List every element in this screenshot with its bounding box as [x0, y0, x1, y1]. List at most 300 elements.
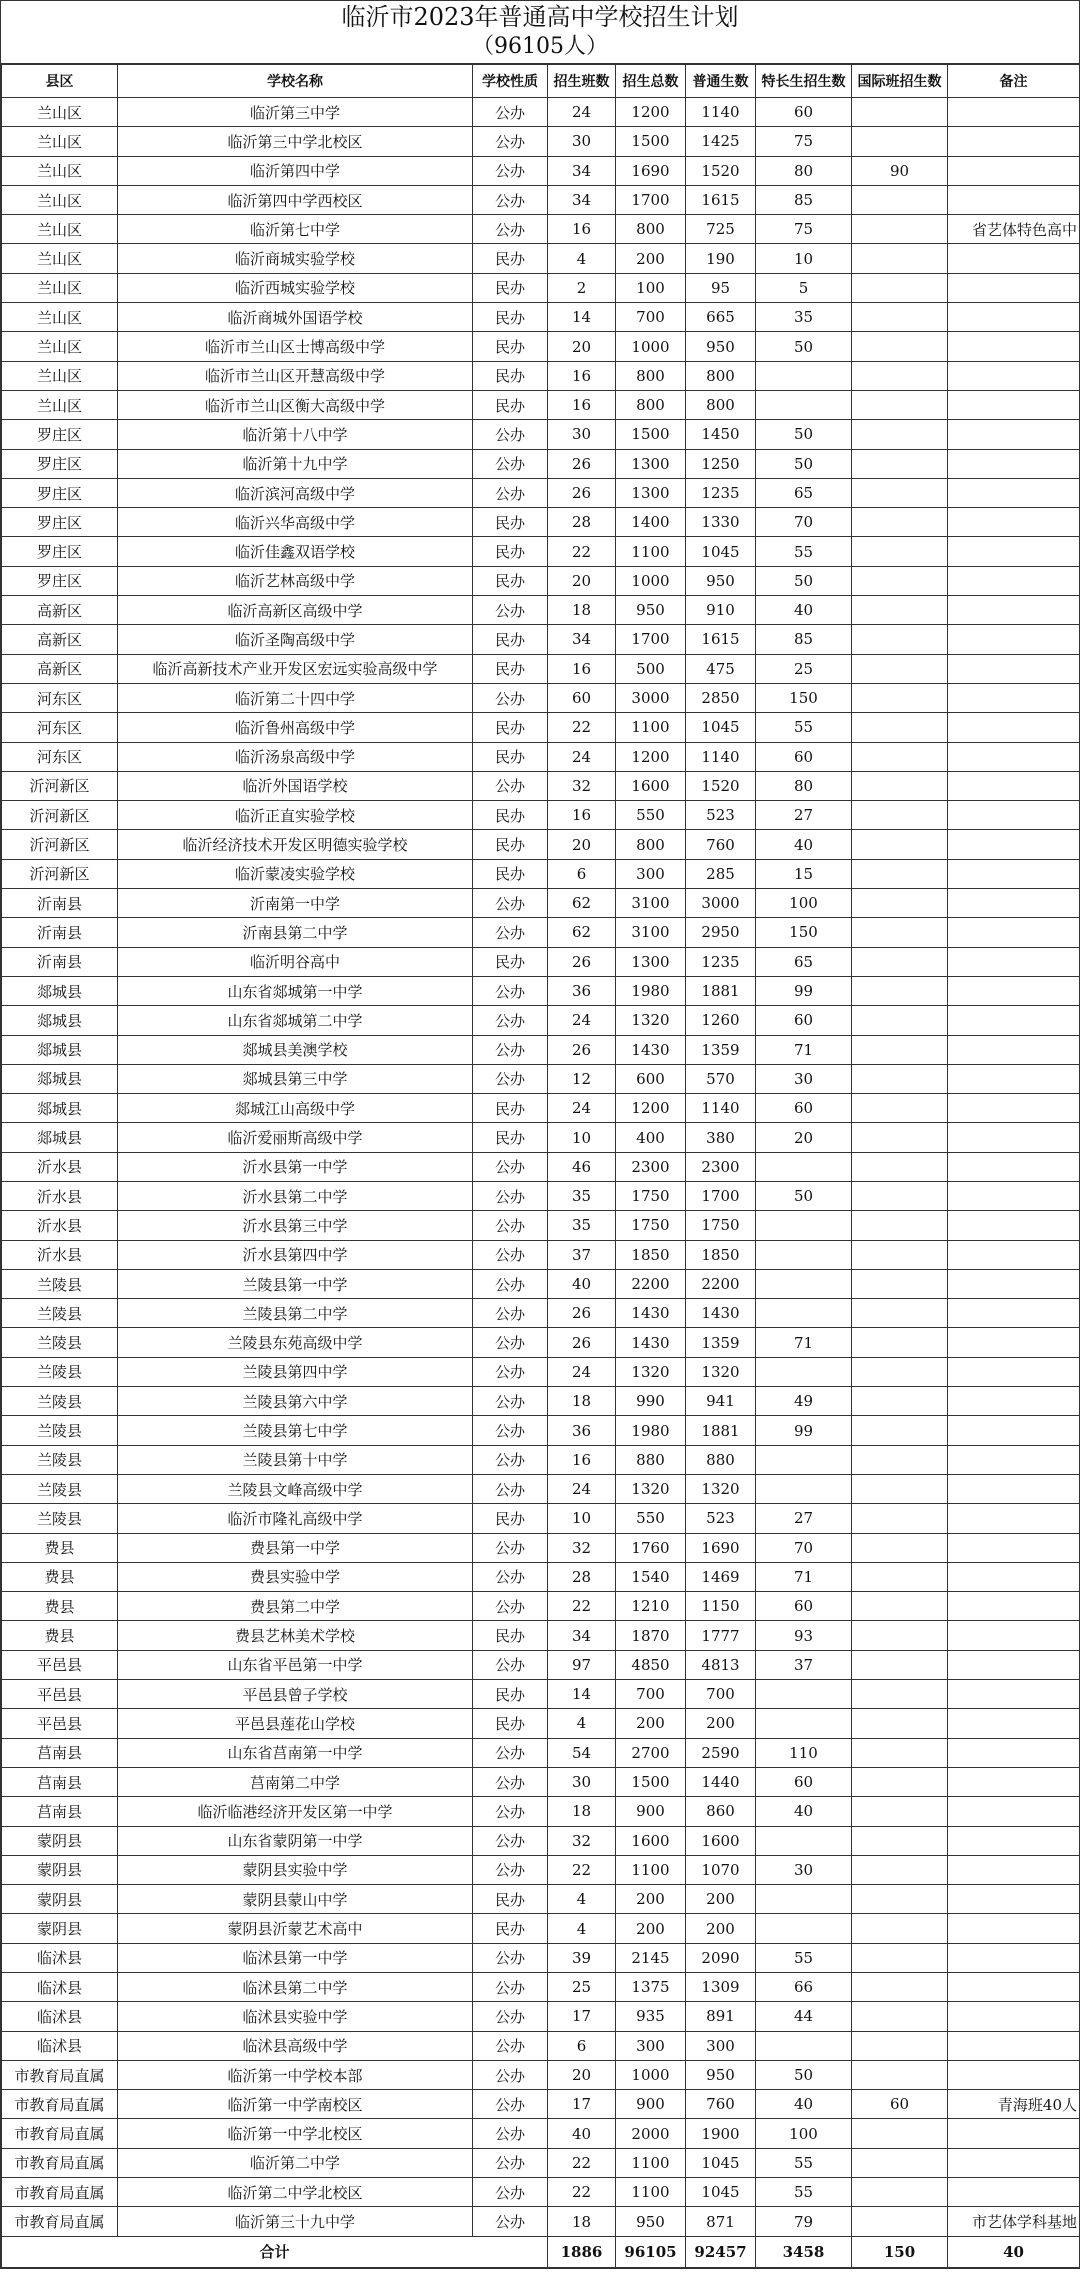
cell-classes: 22 [548, 713, 616, 742]
cell-school: 临沂汤泉高级中学 [118, 742, 473, 771]
cell-remarks [948, 1387, 1080, 1416]
cell-regular: 871 [686, 2207, 756, 2236]
cell-school: 临沂市隆礼高级中学 [118, 1504, 473, 1533]
cell-classes: 35 [548, 1181, 616, 1210]
cell-regular: 2300 [686, 1152, 756, 1181]
cell-classes: 18 [548, 1387, 616, 1416]
cell-remarks [948, 156, 1080, 185]
table-row [2, 1211, 1080, 1240]
cell-district: 兰陵县 [2, 1328, 118, 1357]
table-row [2, 420, 1080, 449]
cell-regular: 570 [686, 1064, 756, 1093]
cell-remarks [948, 420, 1080, 449]
header-type: 学校性质 [473, 65, 548, 98]
cell-international [852, 1474, 948, 1503]
cell-type: 公办 [473, 1474, 548, 1503]
cell-total: 200 [616, 1885, 686, 1914]
cell-total: 1850 [616, 1240, 686, 1269]
cell-type: 民办 [473, 1621, 548, 1650]
cell-classes: 40 [548, 2119, 616, 2148]
cell-district: 平邑县 [2, 1709, 118, 1738]
page-title: 临沂市2023年普通高中学校招生计划 [341, 3, 739, 31]
cell-type: 民办 [473, 303, 548, 332]
table-row [2, 1474, 1080, 1503]
cell-type: 公办 [473, 1738, 548, 1767]
cell-remarks [948, 2002, 1080, 2031]
cell-district: 兰陵县 [2, 1474, 118, 1503]
cell-school: 临沂临港经济开发区第一中学 [118, 1797, 473, 1826]
table-row [2, 2060, 1080, 2089]
cell-specialty: 27 [756, 1504, 852, 1533]
cell-regular: 2200 [686, 1269, 756, 1298]
cell-total: 1600 [616, 771, 686, 800]
cell-district: 郯城县 [2, 1006, 118, 1035]
cell-type: 民办 [473, 859, 548, 888]
cell-total: 700 [616, 1680, 686, 1709]
cell-school: 临沂第一中学校本部 [118, 2060, 473, 2089]
cell-district: 临沭县 [2, 2002, 118, 2031]
cell-regular: 523 [686, 1504, 756, 1533]
cell-specialty: 44 [756, 2002, 852, 2031]
cell-regular: 2590 [686, 1738, 756, 1767]
cell-regular: 2090 [686, 1943, 756, 1972]
cell-regular: 2850 [686, 683, 756, 712]
cell-remarks [948, 713, 1080, 742]
cell-type: 公办 [473, 478, 548, 507]
cell-specialty: 40 [756, 1797, 852, 1826]
cell-school: 兰陵县第七中学 [118, 1416, 473, 1445]
cell-total: 300 [616, 2031, 686, 2060]
cell-school: 兰陵县第十中学 [118, 1445, 473, 1474]
cell-remarks [948, 1592, 1080, 1621]
cell-type: 公办 [473, 1240, 548, 1269]
cell-international [852, 1885, 948, 1914]
cell-type: 公办 [473, 2178, 548, 2207]
cell-regular: 200 [686, 1709, 756, 1738]
cell-school: 临沂第三中学北校区 [118, 127, 473, 156]
cell-district: 市教育局直属 [2, 2207, 118, 2236]
cell-specialty: 85 [756, 185, 852, 214]
cell-type: 公办 [473, 1006, 548, 1035]
cell-remarks [948, 98, 1080, 127]
cell-school: 临沭县第一中学 [118, 1943, 473, 1972]
cell-school: 临沂第一中学南校区 [118, 2090, 473, 2119]
cell-classes: 24 [548, 1006, 616, 1035]
cell-district: 蒙阴县 [2, 1855, 118, 1884]
page-subtitle: （96105人） [472, 34, 608, 59]
cell-regular: 800 [686, 361, 756, 390]
cell-specialty: 55 [756, 2148, 852, 2177]
table-row [2, 713, 1080, 742]
cell-school: 沂水县第二中学 [118, 1181, 473, 1210]
cell-specialty: 79 [756, 2207, 852, 2236]
cell-type: 公办 [473, 449, 548, 478]
cell-specialty [756, 1826, 852, 1855]
cell-type: 民办 [473, 537, 548, 566]
cell-school: 临沂经济技术开发区明德实验学校 [118, 830, 473, 859]
cell-international [852, 1592, 948, 1621]
cell-specialty: 50 [756, 1181, 852, 1210]
cell-remarks [948, 1855, 1080, 1884]
cell-regular: 300 [686, 2031, 756, 2060]
cell-remarks [948, 508, 1080, 537]
cell-classes: 18 [548, 596, 616, 625]
cell-district: 莒南县 [2, 1767, 118, 1796]
cell-district: 市教育局直属 [2, 2090, 118, 2119]
cell-classes: 20 [548, 566, 616, 595]
cell-type: 公办 [473, 1650, 548, 1679]
cell-district: 郯城县 [2, 1123, 118, 1152]
cell-total: 2200 [616, 1269, 686, 1298]
cell-specialty: 100 [756, 889, 852, 918]
cell-district: 莒南县 [2, 1797, 118, 1826]
cell-school: 临沂西城实验学校 [118, 273, 473, 302]
cell-remarks [948, 2178, 1080, 2207]
cell-school: 费县艺林美术学校 [118, 1621, 473, 1650]
cell-regular: 880 [686, 1445, 756, 1474]
cell-international [852, 1211, 948, 1240]
cell-specialty [756, 1914, 852, 1943]
cell-type: 公办 [473, 1152, 548, 1181]
cell-type: 公办 [473, 1973, 548, 2002]
cell-school: 平邑县曾子学校 [118, 1680, 473, 1709]
cell-international [852, 596, 948, 625]
cell-type: 公办 [473, 596, 548, 625]
cell-school: 兰陵县东苑高级中学 [118, 1328, 473, 1357]
cell-school: 郯城县第三中学 [118, 1064, 473, 1093]
cell-type: 民办 [473, 742, 548, 771]
cell-regular: 760 [686, 830, 756, 859]
cell-remarks [948, 303, 1080, 332]
cell-district: 沂南县 [2, 918, 118, 947]
cell-type: 民办 [473, 1094, 548, 1123]
cell-type: 公办 [473, 1416, 548, 1445]
cell-total: 200 [616, 1914, 686, 1943]
cell-international [852, 508, 948, 537]
cell-specialty: 60 [756, 1767, 852, 1796]
cell-total: 1690 [616, 156, 686, 185]
cell-type: 公办 [473, 1943, 548, 1972]
cell-school: 郯城江山高级中学 [118, 1094, 473, 1123]
cell-school: 蒙阴县蒙山中学 [118, 1885, 473, 1914]
cell-type: 公办 [473, 185, 548, 214]
cell-specialty: 65 [756, 478, 852, 507]
cell-regular: 1440 [686, 1767, 756, 1796]
cell-district: 蒙阴县 [2, 1826, 118, 1855]
cell-regular: 665 [686, 303, 756, 332]
cell-total: 3100 [616, 889, 686, 918]
cell-specialty [756, 1445, 852, 1474]
cell-remarks [948, 1914, 1080, 1943]
cell-specialty [756, 361, 852, 390]
cell-international [852, 420, 948, 449]
cell-regular: 1260 [686, 1006, 756, 1035]
cell-classes: 36 [548, 1416, 616, 1445]
cell-total: 1375 [616, 1973, 686, 2002]
cell-total: 1700 [616, 625, 686, 654]
cell-regular: 950 [686, 332, 756, 361]
cell-remarks [948, 1211, 1080, 1240]
cell-remarks [948, 596, 1080, 625]
table-row [2, 1181, 1080, 1210]
cell-remarks [948, 683, 1080, 712]
cell-district: 河东区 [2, 742, 118, 771]
cell-international [852, 2031, 948, 2060]
cell-international [852, 1914, 948, 1943]
cell-specialty: 70 [756, 1533, 852, 1562]
cell-specialty: 27 [756, 801, 852, 830]
cell-remarks [948, 918, 1080, 947]
cell-type: 民办 [473, 801, 548, 830]
cell-classes: 18 [548, 1797, 616, 1826]
cell-district: 沂河新区 [2, 771, 118, 800]
cell-international [852, 1357, 948, 1386]
cell-district: 高新区 [2, 596, 118, 625]
cell-international [852, 2207, 948, 2236]
total-specialty: 3458 [756, 2236, 852, 2267]
cell-classes: 20 [548, 332, 616, 361]
cell-school: 沂南县第二中学 [118, 918, 473, 947]
table-row [2, 889, 1080, 918]
cell-school: 兰陵县第四中学 [118, 1357, 473, 1386]
table-row [2, 1094, 1080, 1123]
cell-specialty: 37 [756, 1650, 852, 1679]
cell-remarks [948, 1973, 1080, 2002]
cell-remarks [948, 1240, 1080, 1269]
cell-type: 公办 [473, 1592, 548, 1621]
table-row [2, 1035, 1080, 1064]
cell-regular: 1450 [686, 420, 756, 449]
cell-classes: 20 [548, 830, 616, 859]
cell-school: 临沭县高级中学 [118, 2031, 473, 2060]
cell-type: 公办 [473, 683, 548, 712]
cell-international [852, 1269, 948, 1298]
cell-classes: 26 [548, 1035, 616, 1064]
cell-district: 临沭县 [2, 1943, 118, 1972]
cell-international [852, 1533, 948, 1562]
cell-total: 2000 [616, 2119, 686, 2148]
cell-type: 民办 [473, 332, 548, 361]
cell-remarks [948, 801, 1080, 830]
cell-specialty [756, 1269, 852, 1298]
cell-specialty: 110 [756, 1738, 852, 1767]
cell-school: 临沂艺林高级中学 [118, 566, 473, 595]
cell-remarks [948, 947, 1080, 976]
cell-specialty [756, 1299, 852, 1328]
cell-total: 1750 [616, 1181, 686, 1210]
cell-international [852, 947, 948, 976]
cell-type: 公办 [473, 1181, 548, 1210]
cell-school: 莒南第二中学 [118, 1767, 473, 1796]
cell-total: 1100 [616, 2178, 686, 2207]
table-row [2, 1767, 1080, 1796]
cell-international [852, 537, 948, 566]
cell-remarks [948, 2119, 1080, 2148]
cell-specialty: 25 [756, 654, 852, 683]
cell-international [852, 1650, 948, 1679]
total-regular: 92457 [686, 2236, 756, 2267]
cell-district: 河东区 [2, 683, 118, 712]
cell-remarks [948, 273, 1080, 302]
cell-specialty: 150 [756, 683, 852, 712]
table-row [2, 1416, 1080, 1445]
table-row [2, 1738, 1080, 1767]
cell-classes: 17 [548, 2002, 616, 2031]
cell-school: 费县第一中学 [118, 1533, 473, 1562]
cell-regular: 1881 [686, 976, 756, 1005]
cell-type: 民办 [473, 1680, 548, 1709]
cell-district: 兰陵县 [2, 1357, 118, 1386]
cell-remarks [948, 1650, 1080, 1679]
cell-classes: 35 [548, 1211, 616, 1240]
cell-type: 公办 [473, 1211, 548, 1240]
header-remarks: 备注 [948, 65, 1080, 98]
cell-regular: 860 [686, 1797, 756, 1826]
cell-specialty: 49 [756, 1387, 852, 1416]
cell-regular: 1140 [686, 1094, 756, 1123]
cell-specialty [756, 1680, 852, 1709]
table-row [2, 273, 1080, 302]
cell-total: 4850 [616, 1650, 686, 1679]
cell-total: 1430 [616, 1299, 686, 1328]
cell-district: 沂水县 [2, 1181, 118, 1210]
cell-regular: 1520 [686, 771, 756, 800]
cell-district: 沂河新区 [2, 859, 118, 888]
header-regular: 普通生数 [686, 65, 756, 98]
cell-international [852, 1152, 948, 1181]
cell-school: 沂水县第三中学 [118, 1211, 473, 1240]
cell-specialty: 50 [756, 2060, 852, 2089]
cell-classes: 22 [548, 1592, 616, 1621]
table-row [2, 1885, 1080, 1914]
table-row [2, 98, 1080, 127]
table-row [2, 1973, 1080, 2002]
cell-type: 民办 [473, 1123, 548, 1152]
cell-regular: 1850 [686, 1240, 756, 1269]
cell-specialty [756, 1709, 852, 1738]
cell-regular: 1690 [686, 1533, 756, 1562]
cell-total: 550 [616, 801, 686, 830]
cell-total: 950 [616, 596, 686, 625]
table-row [2, 596, 1080, 625]
cell-school: 临沂市兰山区开慧高级中学 [118, 361, 473, 390]
cell-specialty: 40 [756, 2090, 852, 2119]
cell-district: 兰山区 [2, 303, 118, 332]
cell-remarks [948, 654, 1080, 683]
cell-district: 市教育局直属 [2, 2060, 118, 2089]
cell-international [852, 332, 948, 361]
table-row [2, 683, 1080, 712]
cell-regular: 190 [686, 244, 756, 273]
cell-classes: 16 [548, 801, 616, 830]
cell-specialty: 80 [756, 771, 852, 800]
cell-total: 200 [616, 1709, 686, 1738]
cell-remarks [948, 859, 1080, 888]
cell-total: 1500 [616, 1767, 686, 1796]
cell-international [852, 1387, 948, 1416]
cell-specialty: 85 [756, 625, 852, 654]
cell-classes: 20 [548, 2060, 616, 2089]
cell-remarks [948, 449, 1080, 478]
cell-international [852, 1973, 948, 2002]
cell-total: 1200 [616, 1094, 686, 1123]
cell-classes: 4 [548, 1885, 616, 1914]
cell-international [852, 1562, 948, 1591]
cell-specialty: 71 [756, 1328, 852, 1357]
cell-classes: 97 [548, 1650, 616, 1679]
cell-total: 900 [616, 1797, 686, 1826]
cell-remarks [948, 244, 1080, 273]
cell-specialty: 30 [756, 1064, 852, 1093]
cell-remarks [948, 1006, 1080, 1035]
cell-classes: 26 [548, 1328, 616, 1357]
cell-type: 民办 [473, 830, 548, 859]
table-row [2, 2178, 1080, 2207]
cell-district: 蒙阴县 [2, 1885, 118, 1914]
cell-specialty: 40 [756, 830, 852, 859]
cell-remarks [948, 1826, 1080, 1855]
cell-classes: 24 [548, 1357, 616, 1386]
cell-remarks [948, 1445, 1080, 1474]
cell-type: 公办 [473, 1445, 548, 1474]
cell-regular: 941 [686, 1387, 756, 1416]
cell-district: 兰陵县 [2, 1269, 118, 1298]
title-block [1, 1, 1079, 64]
cell-type: 民办 [473, 654, 548, 683]
cell-specialty: 50 [756, 420, 852, 449]
cell-school: 郯城县美澳学校 [118, 1035, 473, 1064]
cell-school: 沂水县第四中学 [118, 1240, 473, 1269]
cell-school: 临沂第二中学北校区 [118, 2178, 473, 2207]
cell-school: 兰陵县第六中学 [118, 1387, 473, 1416]
cell-specialty: 30 [756, 1855, 852, 1884]
cell-regular: 950 [686, 566, 756, 595]
cell-international [852, 1240, 948, 1269]
cell-school: 山东省蒙阴第一中学 [118, 1826, 473, 1855]
cell-international [852, 2060, 948, 2089]
cell-district: 兰山区 [2, 156, 118, 185]
cell-classes: 16 [548, 654, 616, 683]
cell-classes: 18 [548, 2207, 616, 2236]
cell-regular: 200 [686, 1885, 756, 1914]
cell-regular: 1330 [686, 508, 756, 537]
cell-school: 临沂高新区高级中学 [118, 596, 473, 625]
cell-type: 公办 [473, 918, 548, 947]
cell-remarks [948, 2031, 1080, 2060]
cell-international [852, 127, 948, 156]
table-row [2, 1152, 1080, 1181]
cell-district: 莒南县 [2, 1738, 118, 1767]
cell-school: 临沂高新技术产业开发区宏远实验高级中学 [118, 654, 473, 683]
cell-remarks [948, 1474, 1080, 1503]
cell-international [852, 361, 948, 390]
cell-total: 2145 [616, 1943, 686, 1972]
cell-school: 临沂第七中学 [118, 215, 473, 244]
cell-international [852, 654, 948, 683]
cell-international [852, 1709, 948, 1738]
cell-remarks [948, 537, 1080, 566]
total-label: 合计 [2, 2236, 548, 2267]
cell-school: 临沂市兰山区士博高级中学 [118, 332, 473, 361]
cell-district: 费县 [2, 1562, 118, 1591]
table-row [2, 1269, 1080, 1298]
header-school: 学校名称 [118, 65, 473, 98]
cell-remarks [948, 127, 1080, 156]
cell-specialty: 75 [756, 215, 852, 244]
cell-total: 1210 [616, 1592, 686, 1621]
cell-specialty [756, 390, 852, 419]
table-body [2, 98, 1080, 2237]
